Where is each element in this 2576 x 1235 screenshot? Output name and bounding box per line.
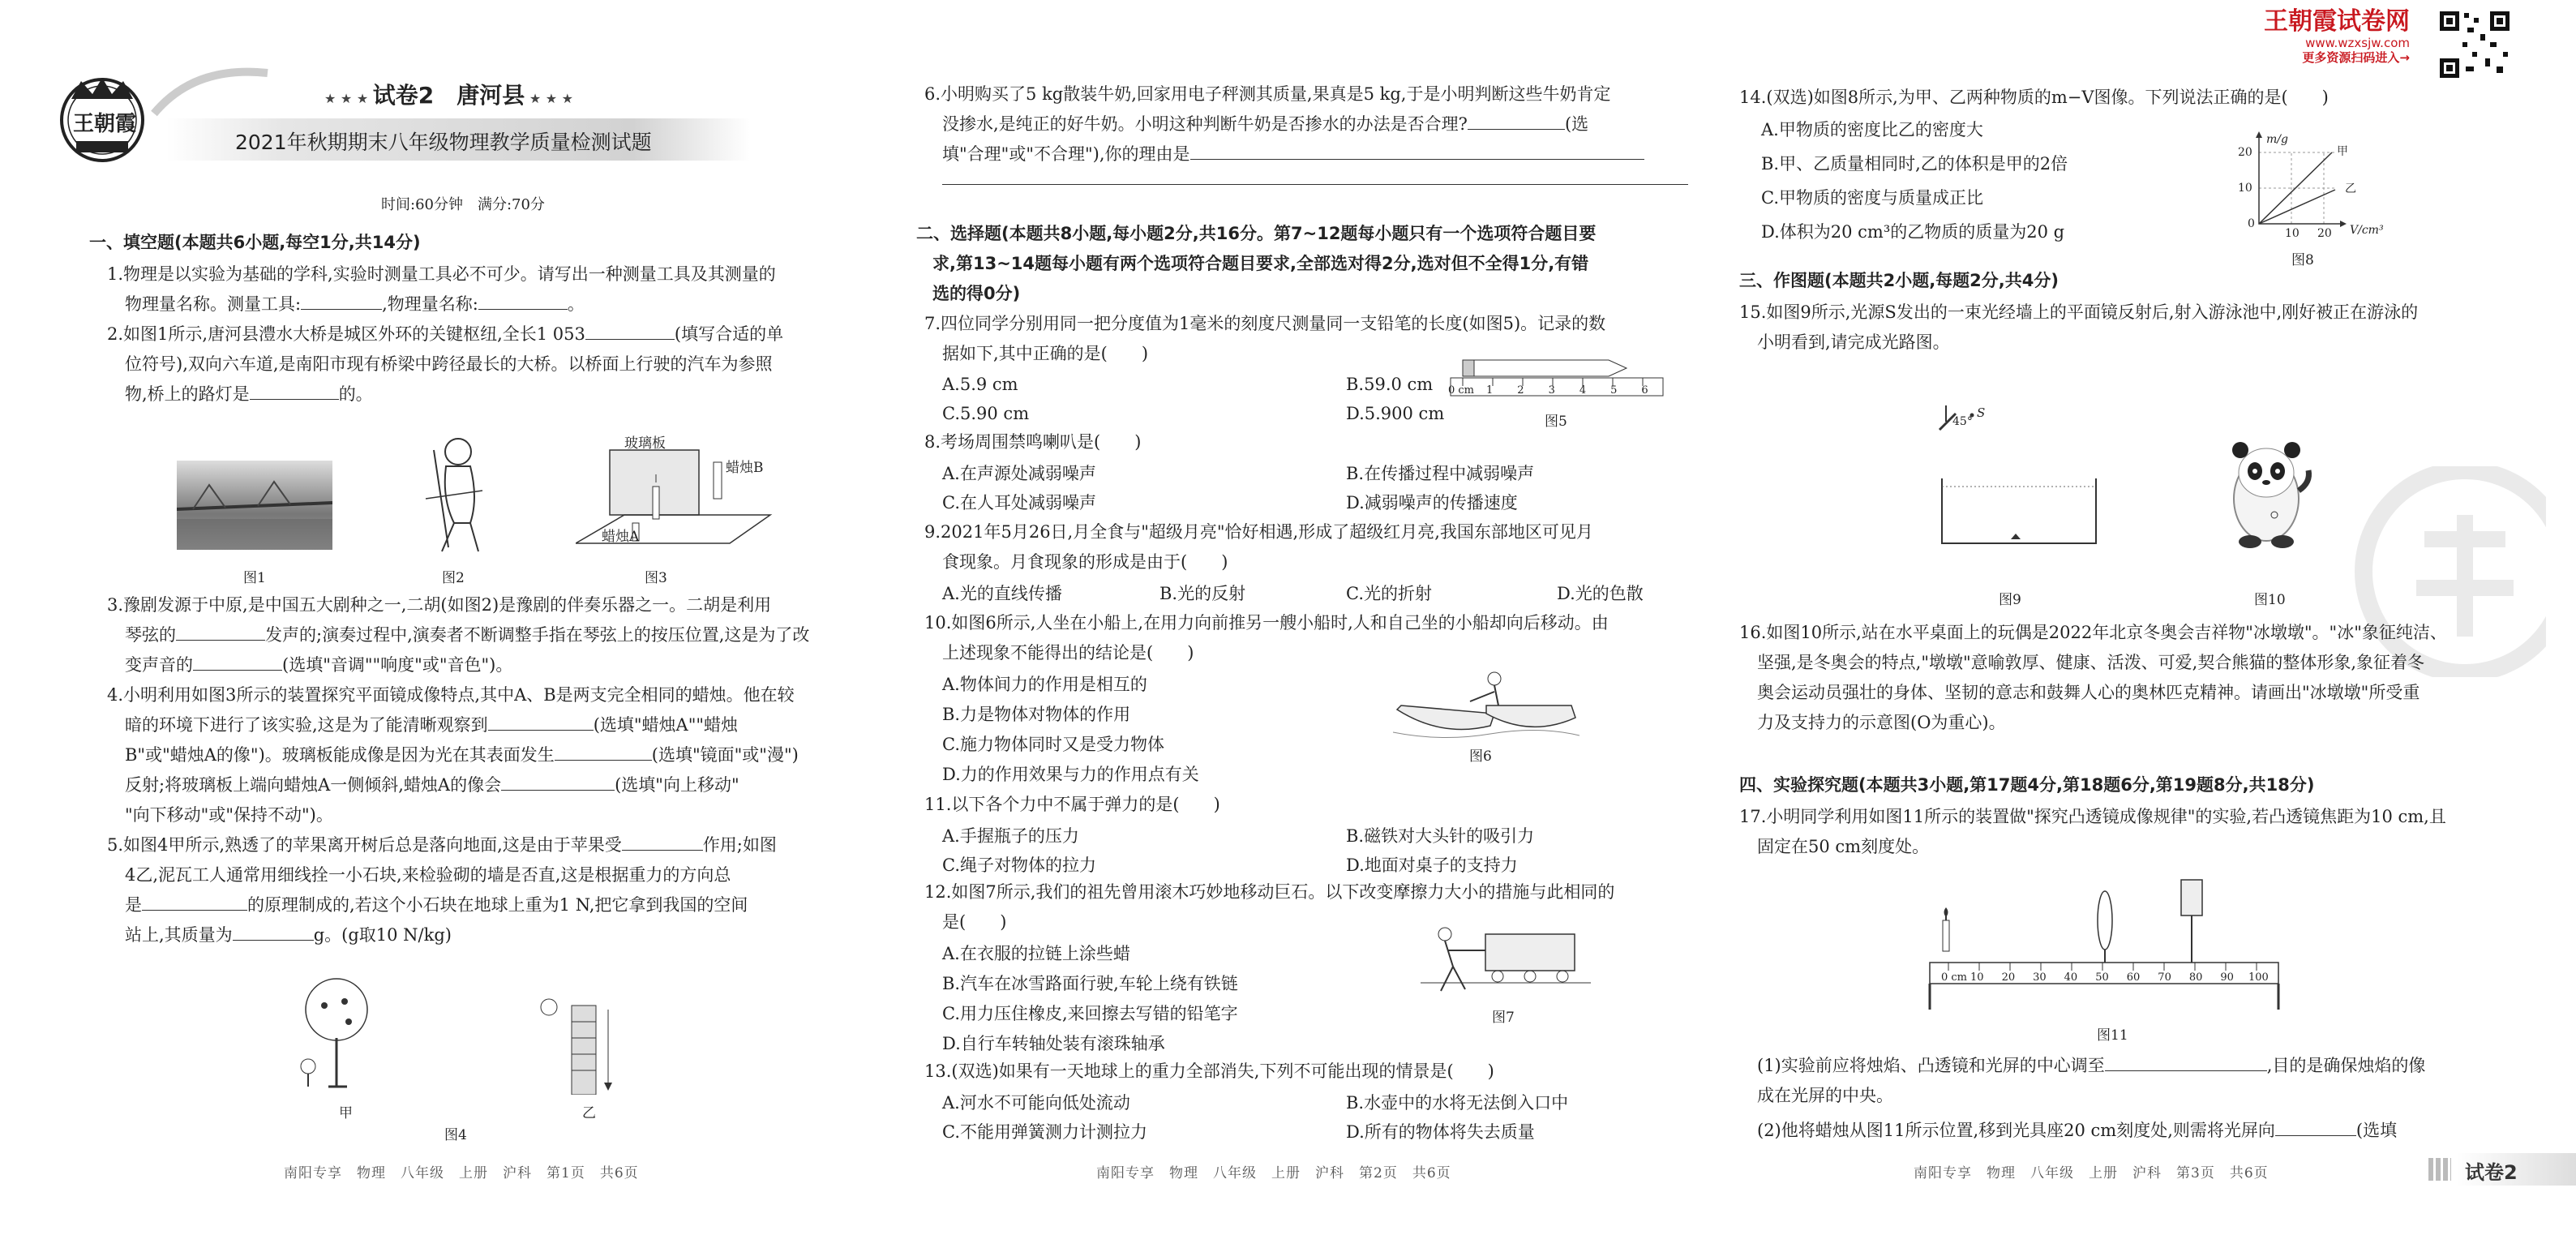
figure-9-caption: 图9	[1999, 592, 2021, 608]
bench-tick-90: 90	[2220, 971, 2234, 984]
q5-line-3	[89, 890, 851, 920]
graph-axes	[2259, 133, 2345, 224]
q2-blank-motion[interactable]	[250, 381, 339, 400]
q16-line-1: 16.如图10所示,站在水平桌面上的玩偶是2022年北京冬奥会吉祥物"冰墩墩"。"冰"象征纯洁、	[1739, 623, 2447, 642]
bench-tick-100: 100	[2248, 971, 2269, 984]
q9-line-1: 9.2021年5月26日,月全食与"超级月亮"恰好相遇,形成了超级红月亮,我国东部地区可见月	[924, 522, 1593, 542]
q6-line-2	[924, 109, 1695, 139]
q12-line-1: 12.如图7所示,我们的祖先曾用滚木巧妙地移动巨石。以下改变摩擦力大小的措施与此相同的	[924, 882, 1615, 902]
ruler-tick-6: 6	[1641, 384, 1648, 397]
logo-text: 王朝霞	[73, 112, 137, 136]
q5-line-1	[89, 830, 851, 860]
q11-option-b[interactable]: B.磁铁对大头针的吸引力	[1346, 826, 1535, 846]
question-block-1	[89, 259, 851, 410]
q1-text-b: ,物理量名称:	[382, 294, 478, 314]
q11-stem: 11.以下各个力中不属于弹力的是( )	[924, 795, 1220, 814]
figure-9-angle-label: 45°	[1952, 415, 1973, 428]
q5-blank-force[interactable]	[622, 832, 703, 851]
q4-text-b: (选填"蜡烛A""蜡烛	[593, 715, 739, 735]
q1-text-a: 物理量名称。测量工具:	[125, 294, 302, 314]
question-block-6	[924, 79, 1695, 185]
figure-4b-caption: 乙	[582, 1105, 596, 1121]
label-glass-plate: 玻璃板	[624, 435, 666, 452]
q13-option-b[interactable]: B.水壶中的水将无法倒入口中	[1346, 1093, 1569, 1113]
q3-blank-source[interactable]	[176, 622, 265, 641]
q8-option-a[interactable]: A.在声源处减弱噪声	[942, 464, 1096, 483]
q5-line-4	[89, 920, 851, 950]
q15-line-2: 小明看到,请完成光路图。	[1757, 332, 1950, 352]
q3-text-b: 发声的;演奏过程中,演奏者不断调整手指在琴弦上的按压位置,这是为了改	[265, 625, 810, 645]
ruler-tick-0: 0 cm	[1448, 384, 1475, 397]
ruler-tick-1: 1	[1486, 384, 1494, 397]
page-3-footer: 南阳专享 物理 八年级 上册 沪科 第3页 共6页	[1914, 1165, 2269, 1181]
bench-tick-80: 80	[2188, 971, 2203, 984]
q4-text-c: B"或"蜡烛A的像")。玻璃板能成像是因为光在其表面发生	[125, 745, 555, 765]
q9-option-c[interactable]: C.光的折射	[1346, 584, 1432, 603]
q13-option-a[interactable]: A.河水不可能向低处流动	[942, 1093, 1130, 1113]
bench-scale-labels	[1941, 971, 2269, 984]
graph-x-tick-10: 10	[2285, 227, 2300, 240]
q7-line-1-text: 7.四位同学分别用同一把分度值为1毫米的刻度尺测量同一支铅笔的长度(如图5)。记录的数	[924, 314, 1606, 333]
q2-text-d: 的。	[338, 384, 373, 404]
graph-y-tick-10: 10	[2238, 182, 2252, 195]
exam-number: 试卷2	[372, 82, 435, 109]
q4-blank-reflection[interactable]	[555, 742, 652, 761]
q2-line-1	[89, 319, 851, 349]
q5-text-a: 5.如图4甲所示,熟透了的苹果离开树后总是落向地面,这是由于苹果受	[107, 835, 622, 855]
q12-option-c[interactable]: C.用力压住橡皮,来回擦去写错的铅笔字	[942, 1004, 1238, 1023]
q2-line-2: 位符号),双向六车道,是南阳市现有桥梁中跨径最长的大桥。以桥面上行驶的汽车为参照	[125, 354, 773, 374]
q17-part1-text-a: (1)实验前应将烛焰、凸透镜和光屏的中心调至	[1757, 1056, 2105, 1075]
exam-county: 唐河县	[456, 82, 525, 109]
q10-line-1: 10.如图6所示,人坐在小船上,在用力向前推另一艘小船时,人和自己坐的小船却向后移动。由	[924, 613, 1609, 633]
q9-option-a[interactable]: A.光的直线传播	[942, 584, 1062, 603]
q10-line-2: 上述现象不能得出的结论是( )	[942, 643, 1194, 663]
q9-option-d[interactable]: D.光的色散	[1557, 584, 1644, 603]
q16-line-4: 力及支持力的示意图(O为重心)。	[1757, 713, 2006, 732]
figure-6-caption: 图6	[1469, 748, 1492, 765]
q3-blank-property[interactable]	[193, 652, 282, 671]
ruler-tick-3: 3	[1548, 384, 1555, 397]
section-2-heading-line-3: 选的得0分)	[932, 284, 1021, 303]
q4-text-a: 暗的环境下进行了该实验,这是为了能清晰观察到	[125, 715, 488, 735]
graph-x-tick-20: 20	[2317, 227, 2332, 240]
ruler-tick-2: 2	[1517, 384, 1524, 397]
figure-8-caption: 图8	[2291, 252, 2314, 268]
figure-11-optical-bench	[1918, 872, 2295, 1014]
figure-4a-apple-tree	[292, 977, 389, 1091]
q4-text-e: 反射;将玻璃板上端向蜡烛A一侧倾斜,蜡烛A的像会	[125, 775, 502, 795]
q6-text-c: 填"合理"或"不合理"),你的理由是	[942, 144, 1190, 164]
q7-option-d[interactable]: D.5.900 cm	[1346, 404, 1445, 423]
graph-label-yi: 乙	[2345, 182, 2356, 195]
figure-4-caption: 图4	[444, 1127, 467, 1143]
section-3-heading: 三、作图题(本题共2小题,每题2分,共4分)	[1739, 271, 2059, 290]
q3-line-3	[89, 650, 851, 680]
figure-11-caption: 图11	[2097, 1027, 2128, 1044]
figure-2-erhu-player	[409, 434, 499, 555]
graph-y-tick-20: 20	[2238, 146, 2252, 159]
q11-option-a[interactable]: A.手握瓶子的压力	[942, 826, 1079, 846]
q5-text-d: 的原理制成的,若这个小石块在地球上重为1 N,把它拿到我国的空间	[247, 895, 748, 915]
q17-blank-direction[interactable]	[2275, 1117, 2356, 1136]
q4-line-2	[89, 710, 851, 740]
q8-option-c[interactable]: C.在人耳处减弱噪声	[942, 493, 1096, 512]
figure-4b-plumb-line-wall	[531, 989, 620, 1095]
exam-tag-text: 试卷2	[2465, 1161, 2518, 1184]
q17-part2-line-1	[1757, 1116, 2397, 1146]
q17-part1-line-2: 成在光屏的中央。	[1757, 1086, 1893, 1105]
q10-option-b[interactable]: B.力是物体对物体的作用	[942, 705, 1131, 724]
q15-line-1: 15.如图9所示,光源S发出的一束光经墙上的平面镜反射后,射入游泳池中,刚好被正在游泳的	[1739, 302, 2419, 322]
q17-part2-text-a: (2)他将蜡烛从图11所示位置,移到光具座20 cm刻度处,则需将光屏向	[1757, 1121, 2275, 1140]
q14-option-c[interactable]: C.甲物质的密度与质量成正比	[1761, 188, 1983, 208]
q2-blank-unit[interactable]	[585, 321, 675, 340]
q14-option-b[interactable]: B.甲、乙质量相同时,乙的体积是甲的2倍	[1761, 154, 2068, 174]
bench-tick-10: 10	[1970, 971, 1984, 984]
q12-option-d[interactable]: D.自行车转轴处装有滚珠轴承	[942, 1034, 1165, 1053]
label-candle-a: 蜡烛A	[602, 529, 640, 545]
page-2-footer: 南阳专享 物理 八年级 上册 沪科 第2页 共6页	[1096, 1165, 1451, 1181]
brand-url: www.wzxsjw.com	[2305, 36, 2410, 50]
corner-dots-icon	[2428, 1158, 2451, 1181]
section-2-heading-line-2: 求,第13~14题每小题有两个选项符合题目要求,全部选对得2分,选对但不全得1分,有错	[932, 254, 1589, 273]
q6-blank-reasonable[interactable]	[1468, 111, 1565, 130]
graph-label-jia: 甲	[2337, 145, 2348, 158]
q2-text-a: 2.如图1所示,唐河县澧水大桥是城区外环的关键枢纽,全长1 053	[107, 324, 585, 344]
q4-line-4	[89, 770, 851, 800]
q17-part1-text-b: ,目的是确保烛焰的像	[2266, 1056, 2426, 1075]
bench-tick-30: 30	[2033, 971, 2047, 984]
header-swoosh	[146, 57, 276, 122]
figure-9-source-label: S	[1977, 405, 1986, 420]
q17-line-2: 固定在50 cm刻度处。	[1757, 837, 1930, 856]
q17-part1-line-1	[1757, 1051, 2425, 1081]
graph-origin: 0	[2248, 217, 2255, 230]
q8-option-d[interactable]: D.减弱噪声的传播速度	[1346, 493, 1518, 512]
ruler-tick-4: 4	[1579, 384, 1587, 397]
figure-3-caption: 图3	[645, 570, 667, 586]
q3-text-c: 变声音的	[125, 655, 193, 675]
q12-option-a[interactable]: A.在衣服的拉链上涂些蜡	[942, 944, 1130, 963]
q5-text-f: g。(g取10 N/kg)	[313, 925, 452, 945]
q5-blank-mass[interactable]	[233, 922, 314, 941]
q1-blank-quantity[interactable]	[478, 291, 568, 310]
graph-x-label: V/cm³	[2350, 224, 2384, 237]
q1-line-1: 1.物理是以实验为基础的学科,实验时测量工具必不可少。请写出一种测量工具及其测量的	[107, 264, 776, 284]
q3-line-2	[89, 620, 851, 650]
figure-1-bridge-photo	[177, 461, 332, 550]
q14-option-d[interactable]: D.体积为20 cm³的乙物质的质量为20 g	[1761, 222, 2065, 242]
graph-y-label: m/g	[2266, 133, 2288, 146]
q7-option-a[interactable]: A.5.9 cm	[942, 375, 1018, 394]
figure-8-mass-volume-graph	[2246, 130, 2351, 235]
q17-line-1: 17.小明同学利用如图11所示的装置做"探究凸透镜成像规律"的实验,若凸透镜焦距为10 cm,且	[1739, 807, 2446, 826]
ruler-tick-5: 5	[1610, 384, 1618, 397]
q4-line-1: 4.小明利用如图3所示的装置探究平面镜成像特点,其中A、B是两支完全相同的蜡烛。他在较	[107, 685, 795, 705]
q1-text-c: 。	[567, 294, 585, 314]
q8-stem: 8.考场周围禁鸣喇叭是( )	[924, 432, 1142, 452]
exam-title: 2021年秋期期末八年级物理教学质量检测试题	[235, 131, 652, 154]
section-1-heading: 一、填空题(本题共6小题,每空1分,共14分)	[89, 233, 421, 252]
q7-line-2: 据如下,其中正确的是( )	[942, 344, 1149, 363]
q6-line-1: 6.小明购买了5 kg散装牛奶,回家用电子秤测其质量,果真是5 kg,于是小明判断这些牛奶肯定	[924, 84, 1611, 104]
figure-2-caption: 图2	[442, 570, 465, 586]
q11-option-d[interactable]: D.地面对桌子的支持力	[1346, 855, 1518, 875]
figure-10-caption: 图10	[2254, 592, 2286, 608]
q8-option-b[interactable]: B.在传播过程中减弱噪声	[1346, 464, 1535, 483]
q10-option-c[interactable]: C.施力物体同时又是受力物体	[942, 735, 1164, 754]
q13-option-d[interactable]: D.所有的物体将失去质量	[1346, 1122, 1535, 1142]
q6-text-b: (选	[1564, 114, 1589, 134]
q3-text-a: 琴弦的	[125, 625, 176, 645]
q4-line-3	[89, 740, 851, 770]
q7-option-b[interactable]: B.59.0 cm	[1346, 375, 1434, 394]
q10-option-d[interactable]: D.力的作用效果与力的作用点有关	[942, 765, 1199, 784]
q7-option-c[interactable]: C.5.90 cm	[942, 404, 1030, 423]
exam-heading: ★ ★ ★ 试卷2 唐河县 ★ ★ ★	[324, 82, 574, 109]
q17-part2-text-b: (选填	[2355, 1121, 2398, 1140]
bench-tick-70: 70	[2158, 971, 2171, 984]
q11-option-c[interactable]: C.绳子对物体的拉力	[942, 855, 1096, 875]
ruler-labels	[1448, 384, 1648, 397]
figure-6-boats	[1393, 669, 1579, 742]
q13-option-c[interactable]: C.不能用弹簧测力计测拉力	[942, 1122, 1147, 1142]
q4-text-f: (选填"向上移动"	[615, 775, 739, 795]
q9-line-2: 食现象。月食现象的形成是由于( )	[942, 552, 1228, 572]
q14-option-a[interactable]: A.甲物质的密度比乙的密度大	[1761, 120, 1983, 139]
q2-text-b: (填写合适的单	[674, 324, 784, 344]
bench-tick-40: 40	[2064, 971, 2078, 984]
q10-option-a[interactable]: A.物体间力的作用是相互的	[942, 675, 1147, 694]
bench-tick-20: 20	[2001, 971, 2016, 984]
section-4-heading: 四、实验探究题(本题共3小题,第17题4分,第18题6分,第19题8分,共18分)	[1739, 775, 2315, 795]
logo	[57, 75, 148, 165]
question-block-2	[89, 590, 851, 950]
q4-blank-image-move[interactable]	[501, 772, 615, 791]
q12-option-b[interactable]: B.汽车在冰雪路面行驶,车轮上绕有铁链	[942, 974, 1238, 993]
page-1-footer: 南阳专享 物理 八年级 上册 沪科 第1页 共6页	[284, 1165, 639, 1181]
q4-blank-observe[interactable]	[488, 712, 594, 731]
figure-1-caption: 图1	[243, 570, 266, 586]
figure-4a-caption: 甲	[339, 1105, 353, 1121]
q9-option-b[interactable]: B.光的反射	[1159, 584, 1246, 603]
q5-text-c: 是	[125, 895, 142, 915]
q3-text-d: (选填"音调""响度"或"音色")。	[282, 655, 513, 675]
q4-text-d: (选填"镜面"或"漫")	[651, 745, 799, 765]
q5-text-e: 站上,其质量为	[125, 925, 233, 945]
q2-text-c: 物,桥上的路灯是	[125, 384, 250, 404]
bench-tick-0: 0 cm	[1941, 971, 1968, 984]
q13-stem: 13.(双选)如果有一天地球上的重力全部消失,下列不可能出现的情景是( )	[924, 1061, 1494, 1081]
figure-5-caption: 图5	[1545, 414, 1567, 430]
q4-line-5: "向下移动"或"保持不动")。	[125, 805, 333, 825]
q6-text-a: 没掺水,是纯正的好牛奶。小明这种判断牛奶是否掺水的办法是否合理?	[942, 114, 1468, 134]
q1-blank-tool[interactable]	[301, 291, 382, 310]
brand-subtitle: 更多资源扫码进入→	[2302, 50, 2410, 65]
q5-blank-direction[interactable]	[142, 892, 247, 911]
figure-7-rolling-logs	[1421, 918, 1591, 999]
q12-line-2: 是( )	[942, 912, 1007, 932]
qr-code-icon[interactable]	[2438, 10, 2511, 79]
q17-blank-center[interactable]	[2105, 1053, 2267, 1071]
figure-7-caption: 图7	[1492, 1010, 1515, 1026]
section-2-heading-line-1: 二、选择题(本题共8小题,每小题2分,共16分。第7~12题每小题只有一个选项符合题目要	[916, 224, 1597, 243]
q6-answer-line[interactable]	[942, 182, 1688, 185]
bench-tick-60: 60	[2126, 971, 2141, 984]
label-candle-b: 蜡烛B	[726, 460, 764, 476]
q1-line-2	[89, 289, 851, 319]
q6-line-3	[924, 139, 1695, 169]
q16-line-3: 奥会运动员强壮的身体、坚韧的意志和鼓舞人心的奥林匹克精神。请画出"冰墩墩"所受重	[1757, 683, 2420, 702]
brand-banner[interactable]	[2264, 8, 2410, 65]
q2-line-3	[89, 380, 851, 410]
brand-title: 王朝霞试卷网	[2264, 7, 2410, 36]
figure-10-bing-dwen-dwen	[2218, 426, 2315, 551]
q14-stem: 14.(双选)如图8所示,为甲、乙两种物质的m−V图像。下列说法正确的是( )	[1739, 88, 2329, 107]
figure-5-ruler-pencil	[1447, 357, 1669, 405]
exam-meta: 时间:60分钟 满分:70分	[381, 196, 545, 213]
q5-line-2: 4乙,泥瓦工人通常用细线拴一小石块,来检验砌的墙是否直,这是根据重力的方向总	[125, 865, 731, 885]
q3-line-1: 3.豫剧发源于中原,是中国五大剧种之一,二胡(如图2)是豫剧的伴奏乐器之一。二胡是利用	[107, 595, 772, 615]
q5-text-b: 作用;如图	[702, 835, 777, 855]
bench-tick-50: 50	[2095, 971, 2109, 984]
q6-blank-reason[interactable]	[1190, 141, 1644, 160]
q16-line-2: 坚强,是冬奥会的特点,"墩墩"意喻敦厚、健康、活泼、可爱,契合熊猫的整体形象,象征着冬	[1757, 653, 2425, 672]
